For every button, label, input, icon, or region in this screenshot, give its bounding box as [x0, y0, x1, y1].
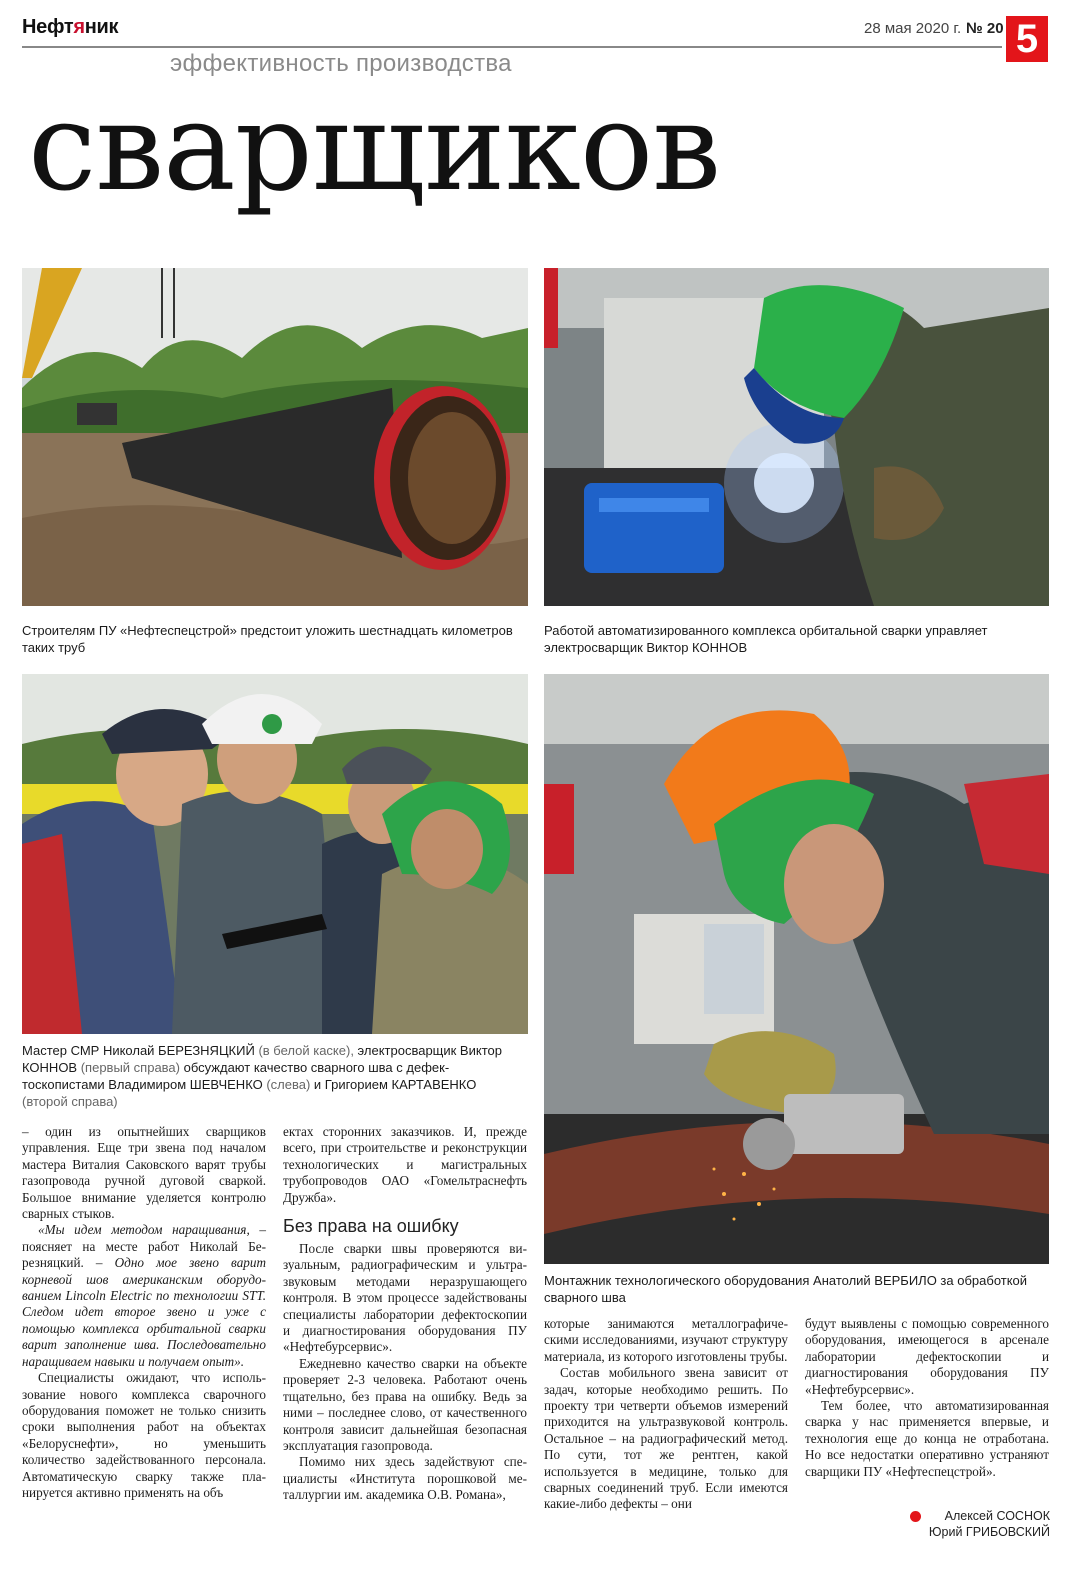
photo-orbital-welding	[544, 268, 1049, 606]
article-paragraph: Специалисты ожидают, что использование нового комплекса сварочного оборудования поможет не только снизить сроки выполнения работ на объектах «Белоруснефти», но уменьшить количество задействованного персонала. Автоматическую сварку также планируется активно применять на объ	[22, 1370, 266, 1500]
photo-caption	[22, 1042, 522, 1110]
section-title: эффективность производства	[170, 50, 512, 77]
headline: сварщиков	[28, 76, 720, 218]
caption-note: (слева)	[266, 1077, 311, 1092]
caption-text: и Григорием КАРТАВЕНКО	[310, 1077, 477, 1092]
author-name: Алексей СОСНОК	[944, 1509, 1050, 1523]
quote-text: «Мы идем методом наращивания,	[38, 1222, 250, 1238]
article-paragraph: Тем более, что автоматизированная сварка у нас применяется впервые, и технология еще до конца не отработана. Но все недостатки оперативно устраняют сварщики ПУ «Нефтеспецстрой».	[805, 1398, 1049, 1479]
logo-text-part: Нефт	[22, 16, 74, 38]
article-column-1	[22, 1124, 266, 1501]
article-paragraph: будут выявлены с помощью современного оборудования, имеющегося в арсенале лаборатории дефектоскопии и диагностирования оборудования ПУ «Нефтебурсервис».	[805, 1316, 1049, 1397]
article-column-3	[544, 1316, 788, 1513]
article-subheading: Без права на ошибку	[283, 1216, 459, 1237]
article-paragraph: Помимо них здесь задействуют специалисты «Института порошковой металлургии им. академика О.В. Романа»,	[283, 1454, 527, 1503]
issue-number: № 20	[966, 20, 1004, 37]
header-divider	[22, 46, 1002, 48]
photo-weld-grinding	[544, 674, 1049, 1264]
photo-pipeline	[22, 268, 528, 606]
quote-text: Одно мое звено варит корневой шов американским оборудованием Lincoln Electric по технологии STT. Следом идет второе звено и уже с помощью комплекса орбитальной сварки варит заполнение шва. Последовательно наращиваем навыки и получаем опыт».	[22, 1255, 266, 1369]
logo-accent-letter: я	[73, 16, 85, 38]
article-paragraph: Состав мобильного звена зависит от задач, которые необходимо решить. По проекту три четверти объемов измерений приходится на ультразвуковой контроль. Остальное – на радиографический метод. По сути, тот же рентген, какой используется в медицине, только для сварных соединений труб. Если имеются какие-либо дефекты – они	[544, 1365, 788, 1512]
caption-text: электросварщик Виктор КОННОВ	[22, 1043, 502, 1075]
page-number-badge: 5	[1006, 16, 1048, 62]
photo-caption: Строителям ПУ «Нефтеспецстрой» предстоит уложить шестнадцать километров таких труб	[22, 623, 513, 655]
article-column-4	[805, 1316, 1049, 1480]
photo-caption: Работой автоматизированного комплекса орбитальной сварки управляет электросварщик Виктор КОННОВ	[544, 623, 988, 655]
article-paragraph	[22, 1222, 266, 1370]
caption-note: (в белой каске),	[258, 1043, 354, 1058]
issue-date: 28 мая 2020 г.	[864, 20, 962, 37]
article-paragraph: которые занимаются металлографическими исследованиями, изучают структуру материала, из которого изготовлены трубы.	[544, 1316, 788, 1364]
article-paragraph: После сварки швы проверяются визуальным, радиографическим и ультразвуковым методами неразрушающего контроля. В этом процессе задействованы специалисты лаборатории дефектоскопии и диагностирования оборудования ПУ «Нефтебурсервис».	[283, 1241, 527, 1355]
newspaper-logo	[22, 16, 118, 39]
article-paragraph: – один из опытнейших сварщиков управления. Еще три звена под началом мастера Виталия Саковского варят трубы газопровода ручной дуговой сваркой. Большое внимание уделяется контролю сварных стыков.	[22, 1124, 266, 1222]
caption-note: (первый справа)	[80, 1060, 180, 1075]
byline	[910, 1508, 1050, 1540]
article-paragraph: ектах сторонних заказчиков. И, прежде всего, при строительстве и реконструкции технологических и магистральных трубопроводов ОАО «Гомельтраснефть Дружба».	[283, 1124, 527, 1205]
author-name: Юрий ГРИБОВСКИЙ	[928, 1525, 1050, 1539]
logo-text-part: ник	[84, 16, 119, 38]
photo-caption: Монтажник технологического оборудования Анатолий ВЕРБИЛО за обработкой сварного шва	[544, 1273, 1028, 1305]
caption-note: (второй справа)	[22, 1094, 118, 1109]
article-column-2	[283, 1124, 527, 1504]
caption-text: Мастер СМР Николай БЕРЕЗНЯЦКИЙ	[22, 1043, 259, 1058]
caption-text: обсуждают качество сварного шва с дефектоскопистами Владимиром ШЕВЧЕНКО	[22, 1060, 450, 1092]
paragraph-text: – поясняет на месте работ Николай Березняцкий. –	[22, 1222, 267, 1271]
photo-workers-discussion	[22, 674, 528, 1034]
article-paragraph: Ежедневно качество сварки на объекте проверяет 2-3 человека. Работают очень тщательно, без права на ошибку. Ведь за ними – последнее слово, от качественного контроля зависит дальнейшая безопасная эксплуатация газопровода.	[283, 1355, 527, 1453]
